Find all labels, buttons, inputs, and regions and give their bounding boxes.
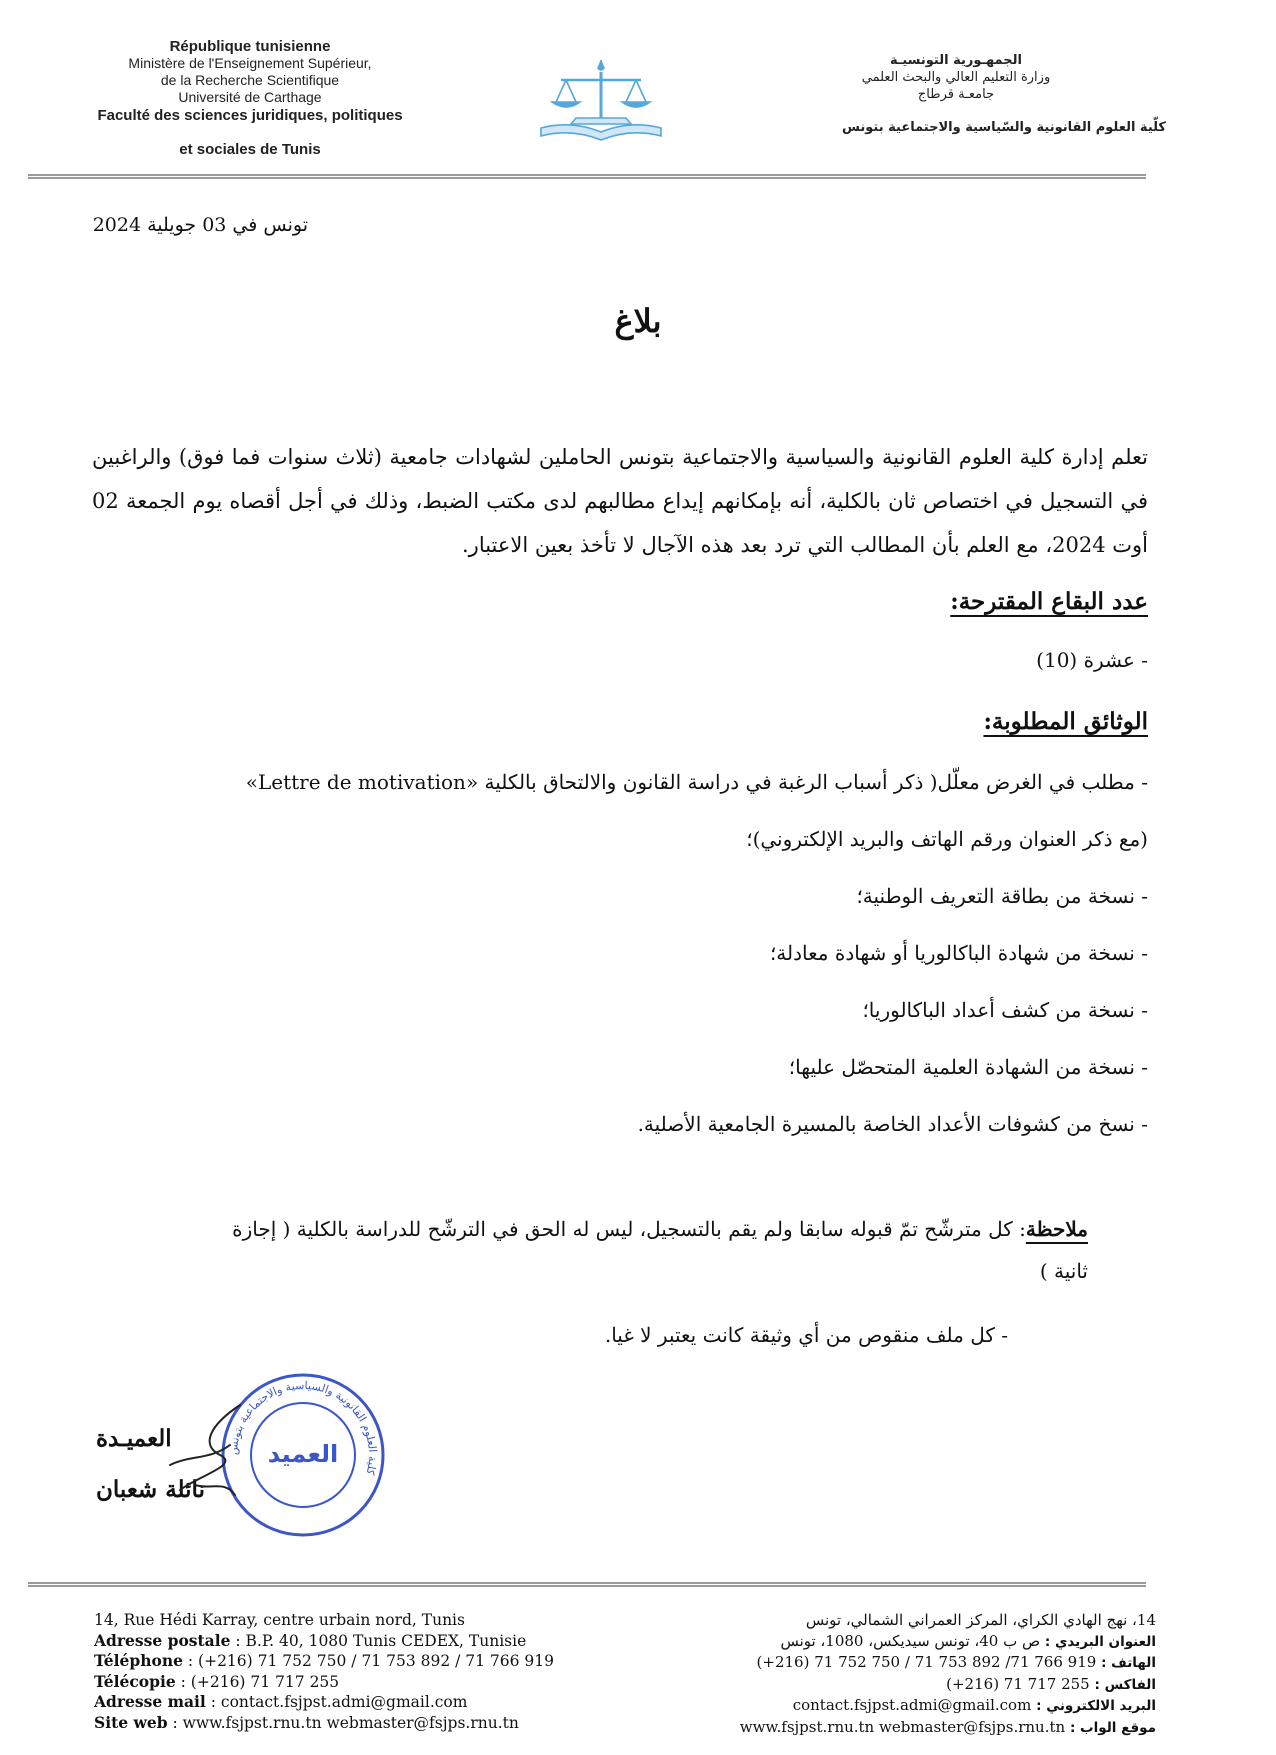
note-2: - كل ملف منقوص من أي وثيقة كانت يعتبر لا غيا. bbox=[604, 1323, 1008, 1347]
header-french bbox=[70, 38, 430, 158]
dean-title: العميـدة bbox=[96, 1425, 172, 1452]
note-paragraph bbox=[208, 1208, 1088, 1292]
faculty-fr-line1: Faculté des sciences juridiques, politiques bbox=[97, 107, 403, 124]
seats-value: - عشرة (10) bbox=[1036, 648, 1148, 672]
doc-item-4: - نسخة من كشف أعداد الباكالوريا؛ bbox=[862, 998, 1148, 1022]
postal-ar: ص ب 40، تونس سيديكس، 1080، تونس bbox=[780, 1631, 1045, 1650]
fax-fr: : (+216) 71 717 255 bbox=[175, 1672, 340, 1691]
research-fr: de la Recherche Scientifique bbox=[160, 72, 340, 88]
faculty-ar: كلّية العلوم القانونية والسّياسية والاجتماعية بتونس bbox=[842, 120, 1166, 135]
doc-item-1: - مطلب في الغرض معلّل( ذكر أسباب الرغبة في دراسة القانون والالتحاق بالكلية «Lettre de motivation» bbox=[245, 770, 1148, 794]
note-text: : كل مترشّح تمّ قبوله سابقا ولم يقم بالتسجيل، ليس له الحق في الترشّح للدراسة بالكلية ( إجازة ثانية ) bbox=[232, 1217, 1088, 1283]
doc-item-5: - نسخة من الشهادة العلمية المتحصّل عليها؛ bbox=[788, 1055, 1148, 1079]
web-label-fr: Site web bbox=[94, 1712, 168, 1732]
mail-ar[interactable]: contact.fsjpst.admi@gmail.com bbox=[792, 1696, 1032, 1714]
footer-divider bbox=[28, 1582, 1146, 1587]
mail-fr[interactable]: : contact.fsjpst.admi@gmail.com bbox=[205, 1693, 468, 1711]
header-divider bbox=[28, 174, 1146, 179]
mail-label-ar: البريد الالكتروني : bbox=[1036, 1698, 1156, 1714]
phone-ar: (+216) 71 752 750 / 71 753 892 /71 766 919 bbox=[756, 1653, 1097, 1671]
footer-address-fr: 14, Rue Hédi Karray, centre urbain nord, Tunis bbox=[94, 1611, 465, 1629]
republic-ar: الجمهـورية التونسيـة bbox=[890, 53, 1022, 68]
web-ar[interactable]: www.fsjpst.rnu.tn webmaster@fsjps.rnu.tn bbox=[739, 1717, 1066, 1736]
republic-fr: République tunisienne bbox=[169, 38, 331, 55]
postal-label-ar: العنوان البريدي : bbox=[1044, 1633, 1156, 1650]
footer-arabic bbox=[636, 1610, 1156, 1738]
doc-item-1-cont: (مع ذكر العنوان ورقم الهاتف والبريد الإلكتروني)؛ bbox=[746, 827, 1148, 851]
footer-address-ar: 14، نهج الهادي الكراي، المركز العمراني الشمالي، تونس bbox=[805, 1611, 1156, 1629]
doc-item-2: - نسخة من بطاقة التعريف الوطنية؛ bbox=[856, 884, 1148, 908]
document-title: بلاغ bbox=[614, 302, 662, 340]
stamp-ring-text: كلية العلوم القانونية والسياسية والاجتماعية بتونس bbox=[226, 1378, 380, 1477]
scales-of-justice-icon bbox=[536, 58, 666, 148]
phone-label-fr: Téléphone bbox=[94, 1651, 183, 1670]
web-label-ar: موقع الواب : bbox=[1069, 1719, 1156, 1736]
phone-fr: : (+216) 71 752 750 / 71 753 892 / 71 766 919 bbox=[182, 1652, 555, 1670]
phone-label-ar: الهاتف : bbox=[1101, 1655, 1156, 1671]
handwritten-signature bbox=[140, 1395, 260, 1515]
ministry-ar: وزارة التعليم العالي والبحث العلمي bbox=[861, 70, 1051, 85]
stamp-center-text: العميد bbox=[267, 1440, 339, 1468]
header-arabic bbox=[746, 52, 1166, 136]
postal-fr: : B.P. 40, 1080 Tunis CEDEX, Tunisie bbox=[230, 1631, 527, 1650]
doc-item-3: - نسخة من شهادة الباكالوريا أو شهادة معادلة؛ bbox=[769, 941, 1148, 965]
web-fr[interactable]: : www.fsjpst.rnu.tn webmaster@fsjps.rnu.tn bbox=[167, 1713, 519, 1732]
university-ar: جامعـة قرطاج bbox=[917, 87, 995, 102]
document-date: تونس في 03 جويلية 2024 bbox=[92, 214, 308, 236]
doc-item-6: - نسخ من كشوفات الأعداد الخاصة بالمسيرة الجامعية الأصلية. bbox=[637, 1112, 1148, 1136]
fax-ar: (+216) 71 717 255 bbox=[946, 1674, 1090, 1693]
mail-label-fr: Adresse mail bbox=[94, 1692, 206, 1711]
docs-heading: الوثائق المطلوبة: bbox=[983, 708, 1148, 735]
university-fr: Université de Carthage bbox=[178, 89, 322, 105]
dean-name: نائلة شعبان bbox=[96, 1476, 205, 1503]
fax-label-fr: Télécopie bbox=[94, 1671, 176, 1691]
ministry-fr: Ministère de l'Enseignement Supérieur, bbox=[128, 55, 372, 71]
faculty-fr-line2: et sociales de Tunis bbox=[179, 141, 321, 158]
seats-heading: عدد البقاع المقترحة: bbox=[950, 588, 1148, 615]
footer-french bbox=[94, 1610, 614, 1733]
intro-paragraph: تعلم إدارة كلية العلوم القانونية والسياسية والاجتماعية بتونس الحاملين لشهادات جامعية (ثلاث سنوات فما فوق) والراغبين في التسجيل في اختصاص ثان بالكلية، أنه بإمكانهم إيداع مطالبهم لدى مكتب الضبط، وذلك في أجل أقصاه يوم الجمعة 02 أوت 2024، مع العلم بأن المطالب التي ترد بعد هذه الآجال لا تأخذ بعين الاعتبار. bbox=[92, 445, 1148, 557]
note-label: ملاحظة bbox=[1025, 1217, 1088, 1241]
fax-label-ar: الفاكس : bbox=[1094, 1676, 1156, 1693]
postal-label-fr: Adresse postale bbox=[94, 1630, 231, 1650]
